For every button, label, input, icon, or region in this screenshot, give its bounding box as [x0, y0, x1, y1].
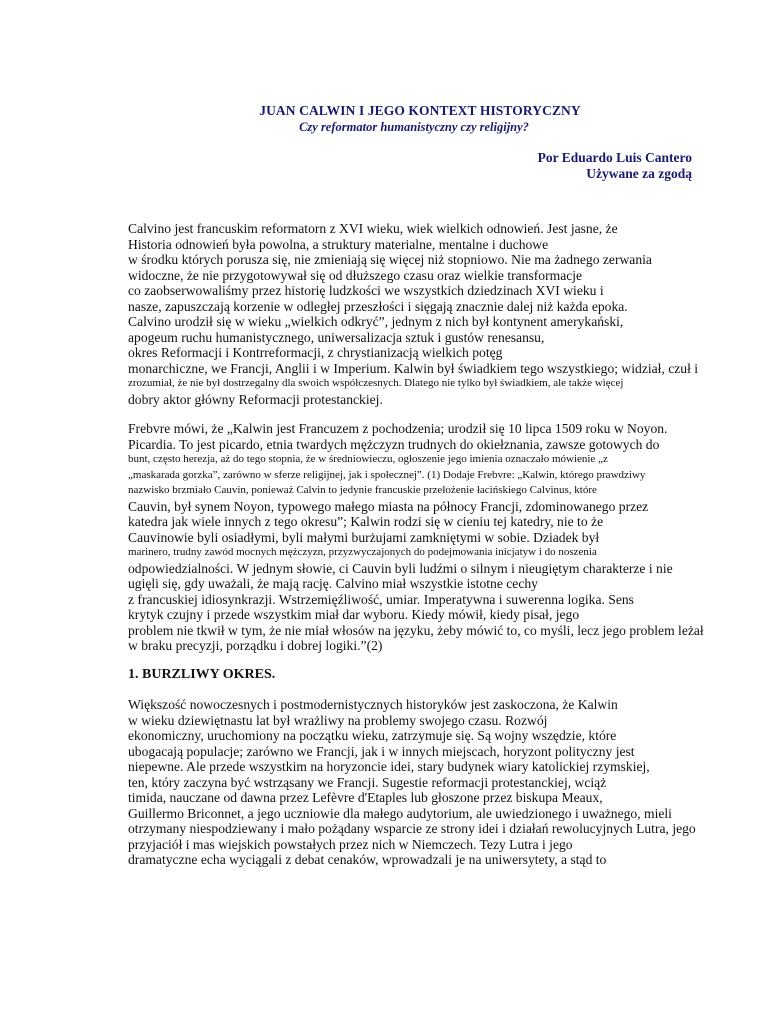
- text-line: apogeum ruchu humanistycznego, uniwersalizacja sztuk i gustów renesansu,: [128, 329, 545, 345]
- text-line: ubogacają populacje; zarówno we Francji, jak i w innych miejscach, horyzont polityczny jest: [128, 743, 635, 759]
- document-subtitle: Czy reformator humanistyczny czy religijny?: [299, 120, 529, 134]
- text-line: timida, nauczane od dawna przez Lefèvre d'Etaples lub głoszone przez biskupa Meaux,: [128, 790, 603, 805]
- text-line: w wieku dziewiętnastu lat był wrażliwy na problemy swojego czasu. Rozwój: [128, 712, 548, 728]
- paragraph-intro: [128, 221, 728, 407]
- text-line: Calvino urodził się w wieku „wielkich odkryć”, jednym z nich był kontynent amerykański,: [128, 314, 624, 329]
- text-line: dramatyczne echa wyciągali z debat cenaków, wprowadzali je na uniwersytety, a stąd to: [128, 852, 607, 867]
- section-heading: 1. BURZLIWY OKRES.: [128, 667, 276, 682]
- text-line: nasze, zapuszczają korzenie w odległej przeszłości i sięgają znacznie dalej niż każda epoka.: [128, 298, 628, 314]
- text-line: przyjaciół i mas wiejskich powstałych przez nich w Niemczech. Tezy Lutra i jego: [128, 836, 573, 852]
- text-line: widoczne, że nie przygotowywał się od dłuższego czasu oraz wielkie transformacje: [128, 267, 583, 283]
- text-line: odpowiedzialności. W jednym słowie, ci Cauvin byli ludźmi o silnym i nieugiętym charakterze i nie: [128, 560, 673, 576]
- text-line: otrzymany niespodziewany i mało pożądany wsparcie ze strony idei i działań rewolucyjnych Lutra, jego: [128, 821, 696, 836]
- text-line: katedra jak wiele innych z tego okresu”; Kalwin rodzi się w cieniu tej katedry, nie to że: [128, 514, 604, 529]
- text-line: krytyk czujny i przede wszystkim miał dar wyboru. Kiedy mówił, kiedy pisał, jego: [128, 607, 580, 622]
- text-line: ten, który zaczyna być wstrząsany we Francji. Sugestie reformacji protestanckiej, wciąż: [128, 774, 607, 790]
- text-line: Cauvin, był synem Noyon, typowego małego miasta na północy Francji, zdominowanego przez: [128, 498, 649, 514]
- text-line: ugięli się, gdy uważali, że mają rację. Calvino miał wszystkie istotne cechy: [128, 576, 538, 591]
- author-block: [538, 150, 692, 182]
- document-title: JUAN CALWIN I JEGO KONTEXT HISTORYCZNY: [259, 103, 581, 118]
- text-line: ekonomiczny, uruchomiony na początku wieku, zatrzymuje się. Są wojny wszędzie, które: [128, 728, 617, 743]
- text-line: „maskarada gorzka”, zarówno w sferze religijnej, jak i społecznej”. (1) Dodaje Frebvre: „Kalwin, którego prawdziwy: [128, 468, 646, 481]
- text-line: bunt, często herezja, aż do tego stopnia, że w średniowieczu, ogłoszenie jego imienia oznaczało mówienie „z: [128, 453, 608, 465]
- text-line: monarchiczne, we Francji, Anglii i w Imperium. Kalwin był świadkiem tego wszystkiego; widział, czuł i: [128, 360, 699, 376]
- text-line: niepewne. Ale przede wszystkim na horyzoncie idei, stary budynek wiary katolickiej rzymskiej,: [128, 759, 650, 774]
- text-line: Frebvre mówi, że „Kalwin jest Francuzem z pochodzenia; urodził się 10 lipca 1509 roku w Noyon.: [128, 421, 668, 436]
- text-line: co zaobserwowaliśmy przez historię ludzkości we wszystkich dziedzinach XVI wieku i: [128, 283, 604, 298]
- text-line: Guillermo Briconnet, a jego uczniowie dla małego audytorium, ale uwiedzionego i uważnego, mieli: [128, 805, 672, 821]
- text-line: w braku precyzji, porządku i dobrej logiki.”(2): [128, 638, 383, 653]
- paragraph-frebvre: [128, 421, 728, 654]
- text-line: zrozumiał, że nie był dostrzegalny dla swoich współczesnych. Dlatego nie tylko był świadkiem, ale także więcej: [128, 377, 624, 389]
- text-line: Calvino jest francuskim reformatorn z XVI wieku, wiek wielkich odnowień. Jest jasne, że: [128, 221, 618, 236]
- text-line: dobry aktor główny Reformacji protestanckiej.: [128, 391, 383, 407]
- permission-note: Używane za zgodą: [586, 166, 692, 181]
- text-line: problem nie tkwił w tym, że nie miał włosów na języku, żeby mówić to, co myśli, lecz jego problem leżał: [128, 622, 704, 638]
- text-line: Picardia. To jest picardo, etnia twardych mężczyzn trudnych do okiełznania, zawsze gotowych do: [128, 436, 660, 452]
- text-line: Historia odnowień była powolna, a struktury materialne, mentalne i duchowe: [128, 236, 549, 252]
- text-line: marinero, trudny zawód mocnych mężczyzn, przyzwyczajonych do podejmowania inicjatyw i do noszenia: [128, 546, 597, 558]
- text-line: z francuskiej idiosynkrazji. Wstrzemięźliwość, umiar. Imperatywna i suwerenna logika. Sens: [128, 591, 634, 607]
- text-line: okres Reformacji i Kontrreformacji, z chrystianizacją wielkich potęg: [128, 345, 503, 360]
- paragraph-turbulent-period: [128, 697, 728, 868]
- author-name: Por Eduardo Luis Cantero: [537, 150, 692, 165]
- text-line: w środku których porusza się, nie zmieniają się więcej niż stopniowo. Nie ma żadnego zerwania: [128, 252, 652, 267]
- text-line: Większość nowoczesnych i postmodernistycznych historyków jest zaskoczona, że Kalwin: [128, 697, 618, 712]
- text-line: Cauvinowie byli osiadłymi, byli małymi burżujami zamkniętymi w sobie. Dziadek był: [128, 529, 600, 545]
- text-line: nazwisko brzmiało Cauvin, ponieważ Calvin to jedynie francuskie przełożenie łacińskiego Calvinus, które: [128, 484, 597, 496]
